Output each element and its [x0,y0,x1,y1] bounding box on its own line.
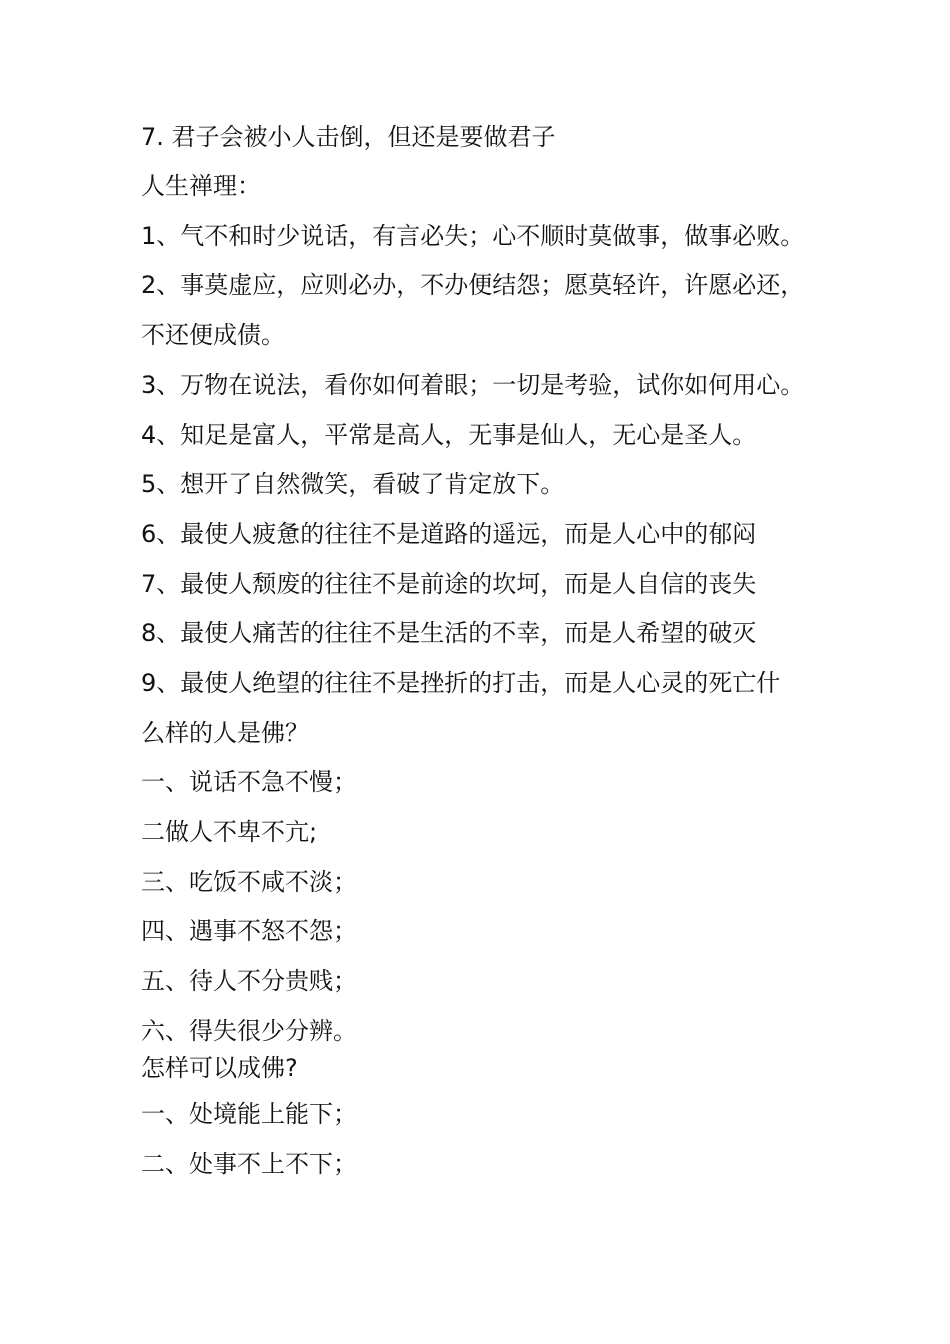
text-line-14: 一、说话不急不慢； [141,768,357,796]
text-line-21: 一、处境能上能下； [141,1100,357,1128]
text-line-13: 么样的人是佛？ [141,719,309,747]
text-line-12: 9、最使人绝望的往往不是挫折的打击，而是人心灵的死亡什 [141,669,781,697]
text-line-17: 四、遇事不怒不怨； [141,917,357,945]
text-line-4: 2、事莫虚应，应则必办，不办便结怨；愿莫轻许，许愿必还， [141,271,805,299]
text-line-19: 六、得失很少分辨。 [141,1017,357,1045]
text-line-15: 二做人不卑不亢; [141,818,318,846]
text-line-22: 二、处事不上不下； [141,1150,357,1178]
text-line-9: 6、最使人疲惫的往往不是道路的遥远，而是人心中的郁闷 [141,520,757,548]
text-line-18: 五、待人不分贵贱； [141,967,357,995]
text-line-6: 3、万物在说法，看你如何着眼；一切是考验，试你如何用心。 [141,371,805,399]
text-line-5: 不还便成债。 [141,321,285,349]
text-line-16: 三、吃饭不咸不淡； [141,868,357,896]
text-line-10: 7、最使人颓废的往往不是前途的坎坷，而是人自信的丧失 [141,570,757,598]
text-line-1: 7. 君子会被小人击倒，但还是要做君子 [141,123,556,151]
text-line-3: 1、气不和时少说话，有言必失；心不顺时莫做事，做事必败。 [141,222,805,250]
text-line-8: 5、想开了自然微笑，看破了肯定放下。 [141,470,565,498]
text-line-20: 怎样可以成佛? [141,1054,298,1082]
text-line-7: 4、知足是富人，平常是高人，无事是仙人，无心是圣人。 [141,421,757,449]
text-line-2: 人生禅理： [141,172,261,200]
text-line-11: 8、最使人痛苦的往往不是生活的不幸，而是人希望的破灭 [141,619,757,647]
